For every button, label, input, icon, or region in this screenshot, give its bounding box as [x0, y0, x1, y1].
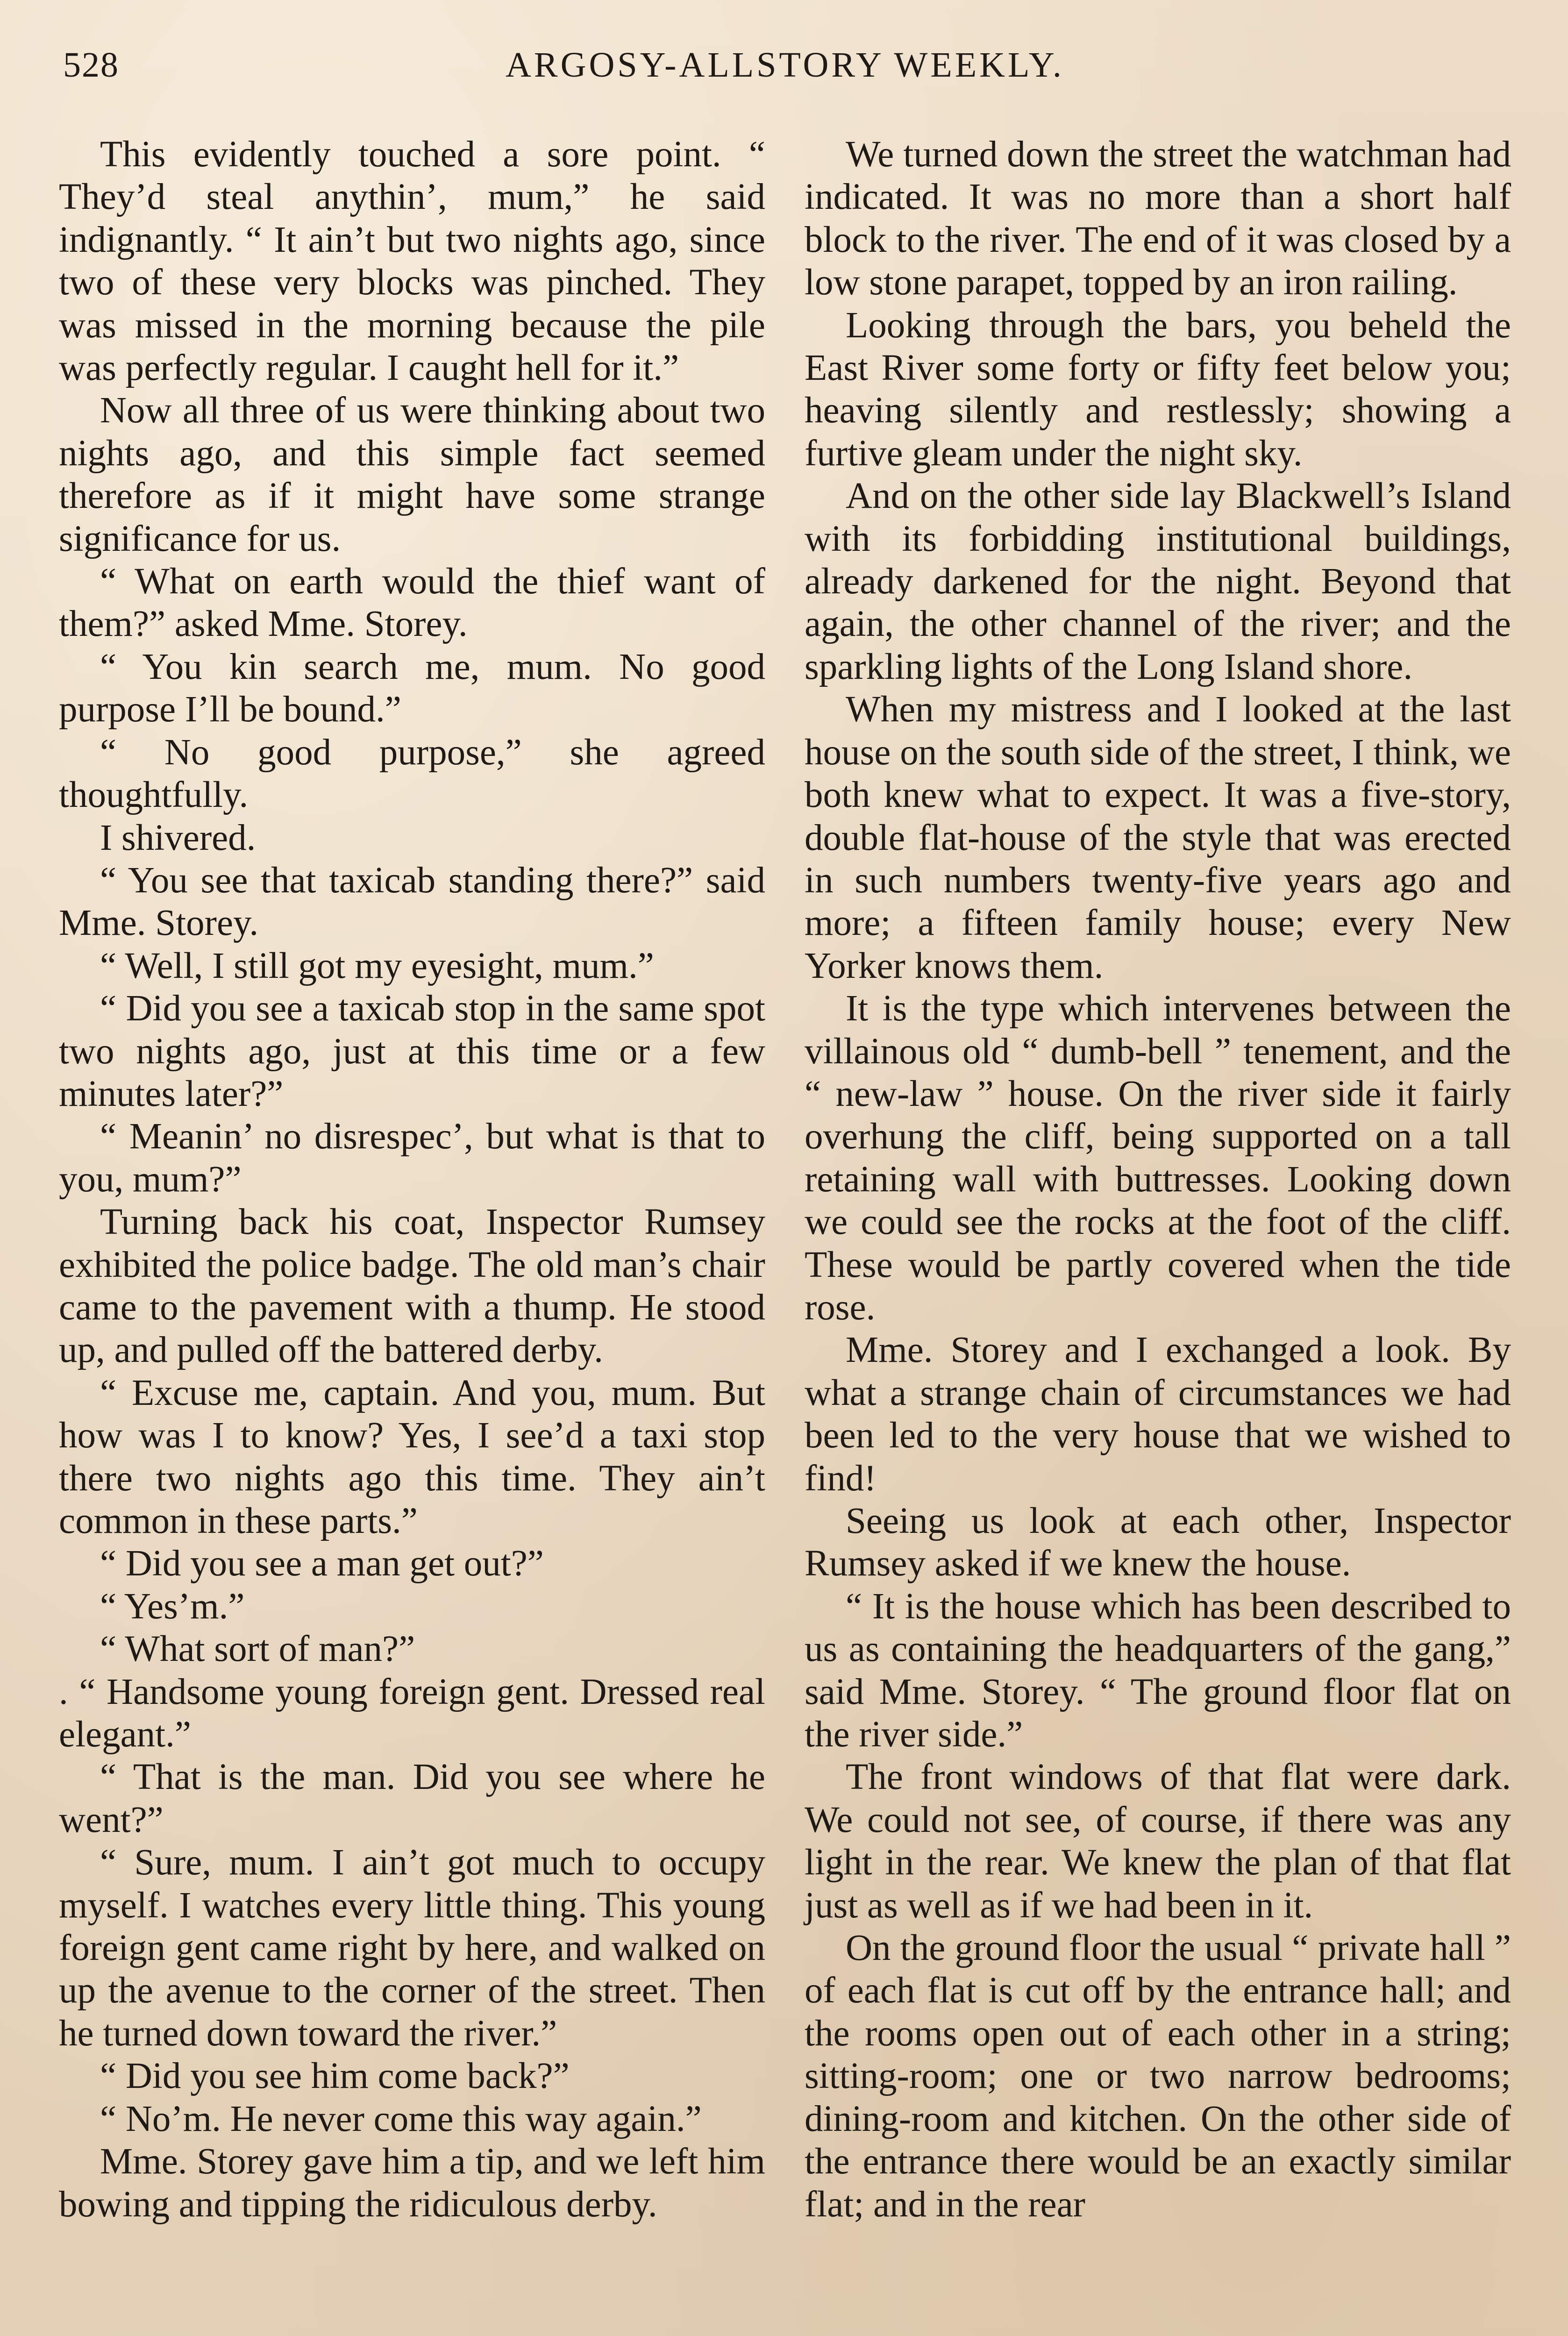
paragraph: The front windows of that flat were dark. We could not see, of course, if there was any light in the rear. We knew the plan of that flat just as well as if we had been in it.	[805, 1757, 1511, 1926]
paragraph: “ You kin search me, mum. No good purpose I’ll be bound.”	[59, 646, 765, 730]
paragraph: “ Sure, mum. I ain’t got much to occupy myself. I watches every little thing. This young foreign gent came right by here, and walked on up the avenue to the corner of the street. Then he turned down toward the river.”	[59, 1842, 765, 2054]
paragraph: “ Well, I still got my eyesight, mum.”	[100, 945, 654, 986]
paragraph: On the ground floor the usual “ private hall ” of each flat is cut off by the entrance hall; and the rooms open out of each other in a string; sitting-room; one or two narrow bedrooms; dining-room and kitchen. On the other side of the entrance there would be an exactly similar flat; and in the rear	[805, 1928, 1511, 2225]
paragraph: “ That is the man. Did you see where he went?”	[59, 1757, 765, 1840]
paragraph: “ Did you see a taxicab stop in the same spot two nights ago, just at this time or a few minutes later?”	[59, 988, 765, 1114]
paragraph: “ Did you see him come back?”	[100, 2056, 570, 2097]
paragraph: Turning back his coat, Inspector Rumsey exhibited the police badge. The old man’s chair came to the pavement with a thump. He stood up, and pulled off the battered derby.	[59, 1202, 765, 1371]
paragraph: “ No good purpose,” she agreed thoughtfully.	[59, 732, 765, 816]
paragraph: Looking through the bars, you beheld the East River some forty or fifty feet below you; heaving silently and restlessly; showing a furtive gleam under the night sky.	[805, 305, 1511, 474]
left-column	[59, 133, 765, 2226]
paragraph: “ No’m. He never come this way again.”	[100, 2098, 702, 2139]
right-column	[805, 133, 1511, 2226]
paragraph: “ Meanin’ no disrespec’, but what is that to you, mum?”	[59, 1116, 765, 1200]
paragraph: “ What sort of man?”	[100, 1629, 415, 1670]
paragraph: I shivered.	[100, 817, 256, 858]
paragraph: “ Excuse me, captain. And you, mum. But how was I to know? Yes, I see’d a taxi stop there two nights ago this time. They ain’t common in these parts.”	[59, 1372, 765, 1541]
running-head: ARGOSY-ALLSTORY WEEKLY.	[506, 45, 1064, 85]
paragraph: Mme. Storey gave him a tip, and we left him bowing and tipping the ridiculous derby.	[59, 2141, 765, 2225]
paragraph: “ Yes’m.”	[100, 1586, 245, 1627]
paragraph: When my mistress and I looked at the last house on the south side of the street, I think, we both knew what to expect. It was a five-story, double flat-house of the style that was erected in such numbers twenty-five years ago and more; a fifteen family house; every New Yorker knows them.	[805, 689, 1511, 986]
paragraph: This evidently touched a sore point. “ They’d steal anythin’, mum,” he said indignantly. “ It ain’t but two nights ago, since two of these very blocks was pinched. They was missed in the morning because the pile was perfectly regular. I caught hell for it.”	[59, 134, 765, 389]
paragraph: Seeing us look at each other, Inspector Rumsey asked if we knew the house.	[805, 1501, 1511, 1584]
paragraph: . “ Handsome young foreign gent. Dressed real elegant.”	[59, 1671, 765, 1755]
paragraph: “ It is the house which has been described to us as containing the headquarters of the gang,” said Mme. Storey. “ The ground floor flat on the river side.”	[805, 1586, 1511, 1755]
paragraph: It is the type which intervenes between the villainous old “ dumb-bell ” tenement, and the “ new-law ” house. On the river side it fairly overhung the cliff, being supported on a tall retaining wall with buttresses. Looking down we could see the rocks at the foot of the cliff. These would be partly covered when the tide rose.	[805, 988, 1511, 1328]
paragraph: We turned down the street the watchman had indicated. It was no more than a short half block to the river. The end of it was closed by a low stone parapet, topped by an iron railing.	[805, 134, 1511, 303]
paragraph: “ Did you see a man get out?”	[100, 1543, 544, 1584]
paragraph: “ What on earth would the thief want of them?” asked Mme. Storey.	[59, 561, 765, 645]
paragraph: Now all three of us were thinking about two nights ago, and this simple fact seemed therefore as if it might have some strange significance for us.	[59, 390, 765, 559]
paragraph: “ You see that taxicab standing there?” said Mme. Storey.	[59, 860, 765, 944]
page-header	[63, 45, 1507, 96]
paragraph: Mme. Storey and I exchanged a look. By what a strange chain of circumstances we had been led to the very house that we wished to find!	[805, 1330, 1511, 1499]
page-number: 528	[63, 45, 119, 85]
paragraph: And on the other side lay Blackwell’s Island with its forbidding institutional buildings, already darkened for the night. Beyond that again, the other channel of the river; and the sparkling lights of the Long Island shore.	[805, 476, 1511, 687]
